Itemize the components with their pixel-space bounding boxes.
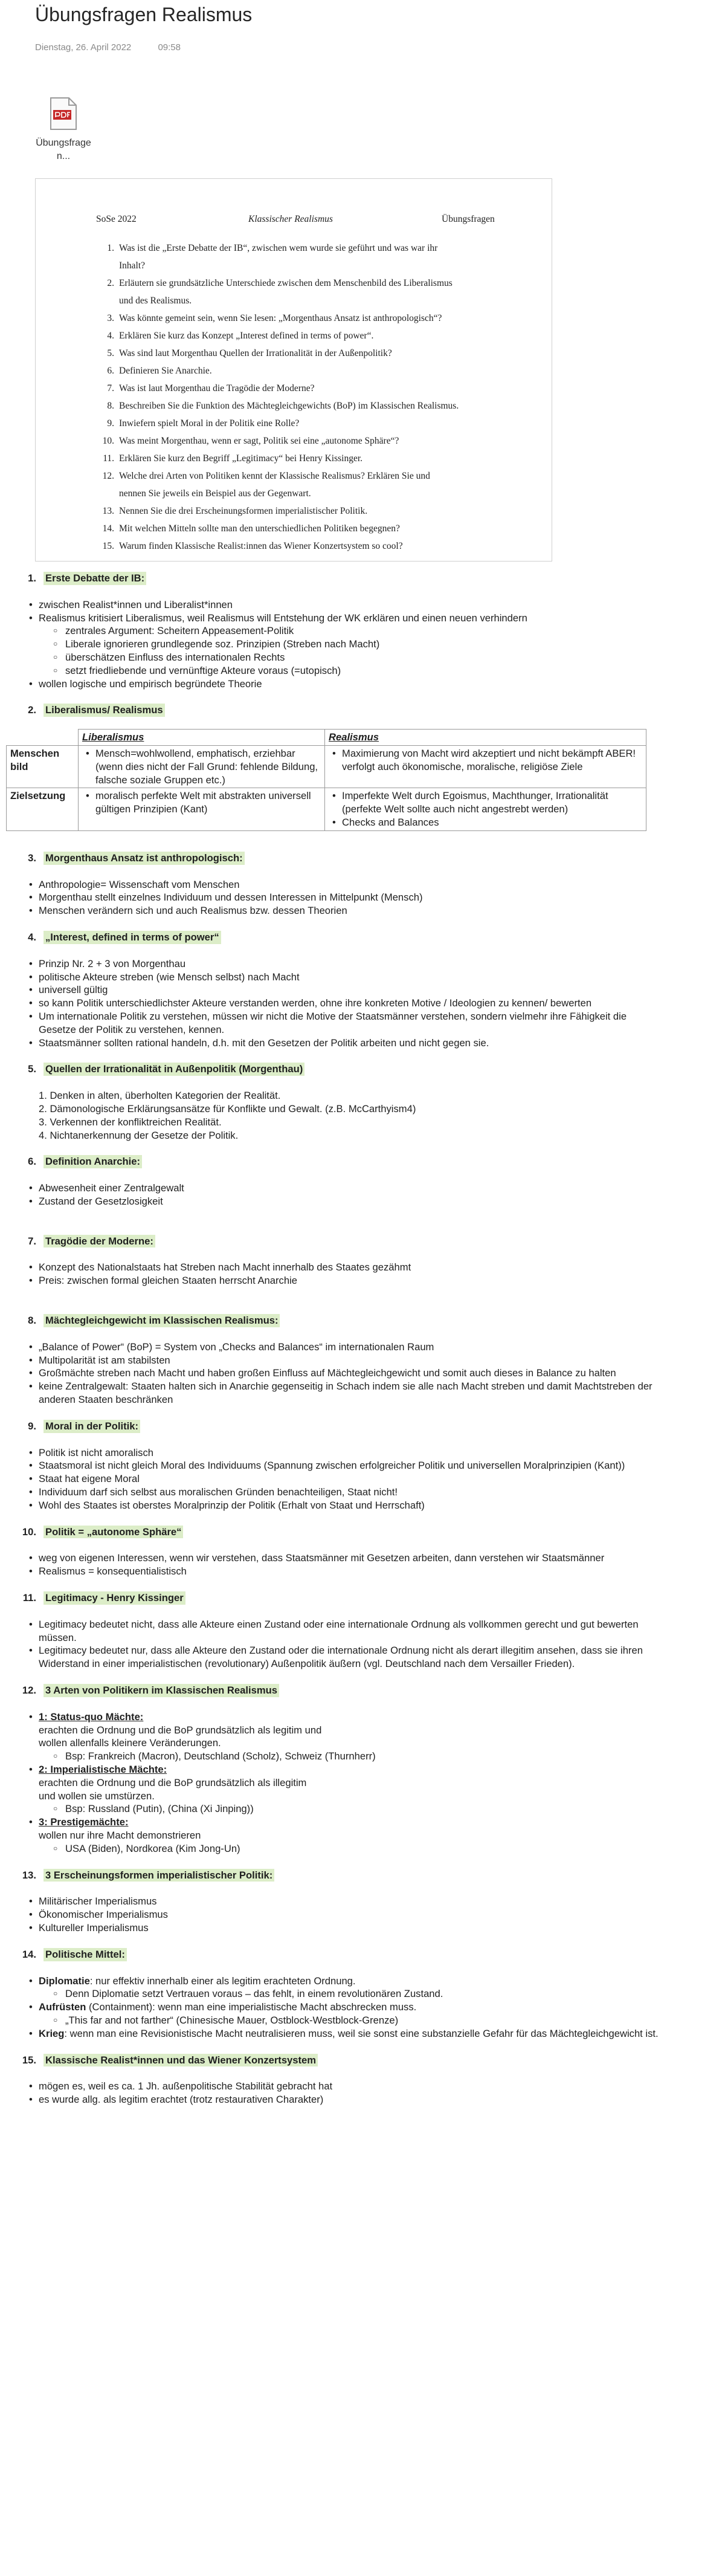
- section-1: [6, 572, 659, 690]
- scan-semester: SoSe 2022: [96, 214, 137, 224]
- bullet: • Staatsmoral ist nicht gleich Moral des Individuums (Spannung zwischen erfolgreicher Politik und universellen Moralprinzipien (Kant)): [39, 1459, 659, 1472]
- page-title: Übungsfragen Realismus: [35, 4, 253, 25]
- scan-question: 1. Was ist die „Erste Debatte der IB“, zwischen wem wurde sie geführt und was war ihr Inhalt?: [107, 243, 438, 271]
- section-7: [6, 1235, 659, 1287]
- sub-bullet: ○ Liberale ignorieren grundlegende soz. Prinzipien (Streben nach Macht): [65, 638, 659, 651]
- section-8: [6, 1314, 659, 1406]
- sub-bullet: ○ Denn Diplomatie setzt Vertrauen voraus – das fehlt, in einem revolutionären Zustand.: [65, 1987, 659, 2001]
- scan-course: Klassischer Realismus: [248, 214, 333, 224]
- scan-question: 12. Welche drei Arten von Politiken kennt der Klassische Realismus? Erklären Sie und nennen Sie jeweils ein Beispiel aus der Gegenwart.: [102, 471, 430, 499]
- section-heading: 5. Quellen der Irrationalität in Außenpolitik (Morgenthau): [6, 1063, 659, 1076]
- section-11: [6, 1591, 659, 1671]
- section-heading: 13. 3 Erscheinungsformen imperialistischer Politik:: [6, 1869, 659, 1882]
- sub-bullet: ○ Bsp: Russland (Putin), (China (Xi Jinping)): [65, 1802, 659, 1816]
- bullet: • Staat hat eigene Moral: [39, 1472, 659, 1486]
- section-heading: 1. Erste Debatte der IB:: [6, 572, 659, 585]
- table-header-realismus: Realismus: [325, 730, 646, 746]
- sub-bullet: ○ setzt friedliebende und vernünftige Akteure voraus (=utopisch): [65, 664, 659, 678]
- list-item: 1. Denken in alten, überholten Kategorien der Realität.: [39, 1090, 281, 1102]
- section-12: [6, 1684, 659, 1856]
- bullet: • Diplomatie: nur effektiv innerhalb einer als legitim erachteten Ordnung. ○ Denn Diplomatie setzt Vertrauen voraus – das fehlt, in einem revolutionären Zustand.: [39, 1975, 659, 2001]
- pdf-attachment[interactable]: [30, 97, 97, 163]
- bullet: • Zustand der Gesetzlosigkeit: [39, 1195, 659, 1208]
- bullet: • Krieg: wenn man eine Revisionistische Macht neutralisieren muss, weil sie sonst eine substanzielle Gefahr für das Mächtegleichgewicht ist.: [39, 2027, 659, 2040]
- section-heading: 9. Moral in der Politik:: [6, 1420, 659, 1433]
- bullet: • Prinzip Nr. 2 + 3 von Morgenthau: [39, 957, 659, 971]
- scan-question: 15. Warum finden Klassische Realist:innen das Wiener Konzertsystem so cool?: [102, 541, 403, 551]
- page-time: 09:58: [158, 42, 181, 53]
- bullet: • Realismus kritisiert Liberalismus, weil Realismus will Entstehung der WK erklären und einen neuen verhindern ○ zentrales Argument: Scheitern Appeasement-Politik ○ Liberale ignorieren grundlegende soz. Prinzipien (Streben nach Macht) ○ überschätzen Einfluss des internationalen Rechts ○ setzt friedliebende und vernünftige Akteure voraus (=utopisch): [39, 612, 659, 678]
- section-heading: 11. Legitimacy - Henry Kissinger: [6, 1591, 659, 1605]
- bullet: • Politik ist nicht amoralisch: [39, 1446, 659, 1460]
- bullet: • es wurde allg. als legitim erachtet (trotz restaurativen Charakter): [39, 2093, 659, 2106]
- scan-question-list: [96, 239, 483, 555]
- bullet: • Morgenthau stellt einzelnes Individuum und dessen Interessen in Mittelpunkt (Mensch): [39, 891, 659, 904]
- sub-bullet: ○ überschätzen Einfluss des internationalen Rechts: [65, 651, 659, 664]
- scan-question: 2. Erläutern sie grundsätzliche Unterschiede zwischen dem Menschenbild des Liberalismus und des Realismus.: [107, 278, 453, 306]
- section-heading: 12. 3 Arten von Politikern im Klassischen Realismus: [6, 1684, 659, 1697]
- bullet: • Wohl des Staates ist oberstes Moralprinzip der Politik (Erhalt von Staat und Herrschaft): [39, 1499, 659, 1512]
- bullet: • 2: Imperialistische Mächte: erachten die Ordnung und die BoP grundsätzlich als illegitim und wollen sie umstürzen. ○ Bsp: Russland (Putin), (China (Xi Jinping)): [39, 1763, 659, 1816]
- bullet: • Staatsmänner sollten rational handeln, d.h. mit den Gesetzen der Politik arbeiten und nicht gegen sie.: [39, 1037, 659, 1050]
- bullet: • Multipolarität ist am stabilsten: [39, 1354, 659, 1367]
- section-3: [6, 852, 659, 917]
- sub-bullet: ○ „This far and not farther“ (Chinesische Mauer, Ostblock-Westblock-Grenze): [65, 2014, 659, 2027]
- section-2: [6, 704, 659, 830]
- notes-content: [6, 572, 659, 2106]
- scan-question: 6. Definieren Sie Anarchie.: [107, 366, 212, 376]
- table-cell: • moralisch perfekte Welt mit abstrakten universell gültigen Prinzipien (Kant): [79, 788, 325, 830]
- bullet: • Um internationale Politik zu verstehen, müssen wir nicht die Motive der Staatsmänner verstehen, sondern vielmehr ihre Fähigkeit die Gesetze der Politik zu verstehen, kennen.: [39, 1010, 659, 1037]
- scan-question: 8. Beschreiben Sie die Funktion des Mächtegleichgewichts (BoP) im Klassischen Realismus.: [107, 401, 459, 411]
- table-row-header: Zielsetzung: [7, 788, 79, 830]
- page-date-time: [35, 42, 205, 53]
- section-heading: 3. Morgenthaus Ansatz ist anthropologisch:: [6, 852, 659, 865]
- sub-bullet: ○ USA (Biden), Nordkorea (Kim Jong-Un): [65, 1842, 659, 1856]
- table-row-header: Menschen bild: [7, 745, 79, 788]
- section-14: [6, 1948, 659, 2040]
- bullet: • universell gültig: [39, 983, 659, 997]
- scan-question: 11. Erklären Sie kurz den Begriff „Legitimacy“ bei Henry Kissinger.: [103, 453, 363, 464]
- table-cell: • Maximierung von Macht wird akzeptiert und nicht bekämpft ABER! verfolgt auch ökonomische, moralische, religiöse Ziele: [325, 745, 646, 788]
- bullet: • Ökonomischer Imperialismus: [39, 1908, 659, 1921]
- scan-question: 5. Was sind laut Morgenthau Quellen der Irrationalität in der Außenpolitik?: [107, 348, 392, 358]
- bullet: • mögen es, weil es ca. 1 Jh. außenpolitische Stabilität gebracht hat: [39, 2080, 659, 2093]
- bullet: • weg von eigenen Interessen, wenn wir verstehen, dass Staatsmänner mit Gesetzen arbeiten, dann verstehen wir Staatsmänner: [39, 1552, 659, 1565]
- scan-question: 3. Was könnte gemeint sein, wenn Sie lesen: „Morgenthaus Ansatz ist anthropologisch“?: [107, 313, 442, 323]
- pdf-file-icon: [50, 97, 77, 131]
- bullet: • Legitimacy bedeutet nur, dass alle Akteure den Zustand oder die internationale Ordnung nicht als derart illegitim ansehen, dass sie ihren Widerstand in einer imperialistischen (revolutionary) Außenpolitik äußern (vgl. Deutschland nach dem Versailler Frieden).: [39, 1644, 659, 1671]
- scan-question: 7. Was ist laut Morgenthau die Tragödie der Moderne?: [107, 383, 315, 393]
- section-heading: 6. Definition Anarchie:: [6, 1155, 659, 1168]
- bullet: • Großmächte streben nach Macht und haben großen Einfluss auf Mächtegleichgewicht und somit auch dieses in Balance zu halten: [39, 1367, 659, 1380]
- table-cell: • Mensch=wohlwollend, emphatisch, erziehbar (wenn dies nicht der Fall Grund: fehlende Bildung, falsche soziale Gruppen etc.): [79, 745, 325, 788]
- bullet: • Realismus = konsequentialistisch: [39, 1565, 659, 1578]
- section-9: [6, 1420, 659, 1512]
- bullet: • Militärischer Imperialismus: [39, 1895, 659, 1908]
- scan-label: Übungsfragen: [442, 214, 495, 224]
- scan-question: 9. Inwiefern spielt Moral in der Politik eine Rolle?: [107, 418, 300, 429]
- bullet: • Individuum darf sich selbst aus moralischen Gründen benachteiligen, Staat nicht!: [39, 1486, 659, 1499]
- table-cell: • Imperfekte Welt durch Egoismus, Machthunger, Irrationalität (perfekte Welt sollte auch nicht angestrebt werden) • Checks and Balances: [325, 788, 646, 830]
- bullet: • Legitimacy bedeutet nicht, dass alle Akteure einen Zustand oder eine internationale Ordnung als vollkommen gerecht und gut bewerten müssen.: [39, 1618, 659, 1645]
- bullet: • wollen logische und empirisch begründete Theorie: [39, 678, 659, 691]
- bullet: • „Balance of Power“ (BoP) = System von „Checks and Balances“ im internationalen Raum: [39, 1341, 659, 1354]
- scan-question: 13. Nennen Sie die drei Erscheinungsformen imperialistischer Politik.: [102, 506, 368, 516]
- scan-question: 4. Erklären Sie kurz das Konzept „Interest defined in terms of power“.: [107, 331, 374, 341]
- bullet: • politische Akteure streben (wie Mensch selbst) nach Macht: [39, 971, 659, 984]
- bullet: • Konzept des Nationalstaats hat Streben nach Macht innerhalb des Staates gezähmt: [39, 1261, 659, 1274]
- table-header-liberalismus: Liberalismus: [79, 730, 325, 746]
- page-date: Dienstag, 26. April 2022: [35, 42, 132, 53]
- section-heading: 7. Tragödie der Moderne:: [6, 1235, 659, 1248]
- section-heading: 8. Mächtegleichgewicht im Klassischen Realismus:: [6, 1314, 659, 1327]
- section-4: [6, 931, 659, 1049]
- section-6: [6, 1155, 659, 1208]
- section-heading: 4. „Interest, defined in terms of power“: [6, 931, 659, 944]
- bullet: • Menschen verändern sich und auch Realismus bzw. dessen Theorien: [39, 904, 659, 917]
- section-10: [6, 1526, 659, 1578]
- sub-bullet: ○ Bsp: Frankreich (Macron), Deutschland (Scholz), Schweiz (Thurnherr): [65, 1750, 659, 1763]
- bullet: • 3: Prestigemächte: wollen nur ihre Macht demonstrieren ○ USA (Biden), Nordkorea (Kim Jong-Un): [39, 1816, 659, 1855]
- list-item: 3. Verkennen der konfliktreichen Realität.: [39, 1116, 222, 1128]
- list-item: 4. Nichtanerkennung der Gesetze der Politik.: [39, 1129, 239, 1141]
- bullet: • keine Zentralgewalt: Staaten halten sich in Anarchie gegenseitig in Schach indem sie alle nach Macht streben und damit Machtstreben der anderen Staaten beschränken: [39, 1380, 659, 1406]
- scan-question: 14. Mit welchen Mitteln sollte man den unterschiedlichen Politiken begegnen?: [102, 523, 400, 534]
- bullet: • so kann Politik unterschiedlichster Akteure verstanden werden, ohne ihre konkreten Motive / Ideologien zu kennen/ bewerten: [39, 997, 659, 1010]
- comparison-table: [6, 729, 646, 831]
- list-item: 2. Dämonologische Erklärungsansätze für Konflikte und Gewalt. (z.B. McCarthyism4): [39, 1102, 416, 1115]
- section-heading: 15. Klassische Realist*innen und das Wiener Konzertsystem: [6, 2054, 659, 2067]
- bullet: • 1: Status-quo Mächte: erachten die Ordnung und die BoP grundsätzlich als legitim und wollen allenfalls kleinere Veränderungen. ○ Bsp: Frankreich (Macron), Deutschland (Scholz), Schweiz (Thurnherr): [39, 1710, 659, 1763]
- scan-question: 10. Was meint Morgenthau, wenn er sagt, Politik sei eine „autonome Sphäre“?: [102, 436, 399, 446]
- section-heading: 14. Politische Mittel:: [6, 1948, 659, 1961]
- scanned-question-sheet: [35, 178, 552, 561]
- sub-bullet: ○ zentrales Argument: Scheitern Appeasement-Politik: [65, 624, 659, 638]
- section-heading: 10. Politik = „autonome Sphäre“: [6, 1526, 659, 1539]
- bullet: • zwischen Realist*innen und Liberalist*innen: [39, 598, 659, 612]
- section-13: [6, 1869, 659, 1935]
- bullet: • Anthropologie= Wissenschaft vom Menschen: [39, 878, 659, 892]
- bullet: • Abwesenheit einer Zentralgewalt: [39, 1182, 659, 1195]
- bullet: • Kultureller Imperialismus: [39, 1921, 659, 1935]
- section-15: [6, 2054, 659, 2106]
- section-heading: 2. Liberalismus/ Realismus: [6, 704, 659, 717]
- bullet: • Preis: zwischen formal gleichen Staaten herrscht Anarchie: [39, 1274, 659, 1287]
- attachment-name: Übungsfrage n...: [36, 138, 91, 161]
- bullet: • Aufrüsten (Containment): wenn man eine imperialistische Macht abschrecken muss. ○ „This far and not farther“ (Chinesische Mauer, Ostblock-Westblock-Grenze): [39, 2001, 659, 2027]
- section-5: [6, 1063, 659, 1142]
